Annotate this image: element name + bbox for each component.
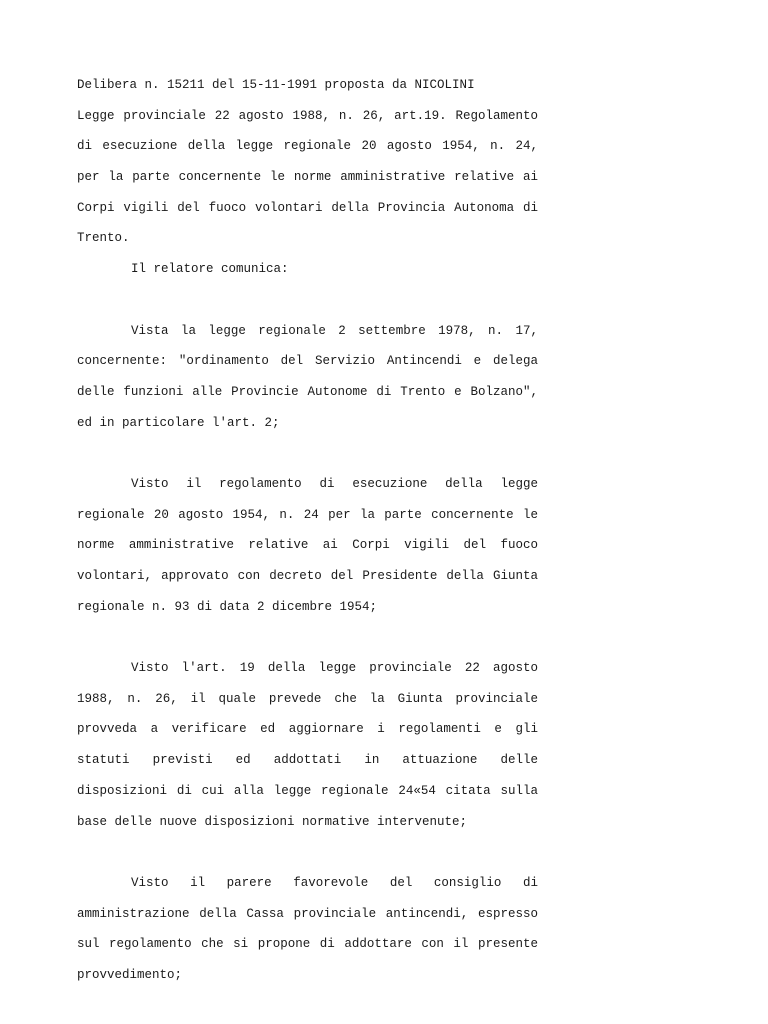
paragraph-line: delle funzioni alle Provincie Autonome di Trento e Bolzano", (77, 384, 538, 399)
paragraph-gap (77, 837, 538, 868)
paragraph-line: Visto il parere favorevole del consiglio di (131, 875, 538, 890)
paragraph-line: base delle nuove disposizioni normative intervenute; (77, 814, 468, 829)
subject-line: Legge provinciale 22 agosto 1988, n. 26, art.19. Regolamento (77, 108, 538, 123)
paragraph-line: Visto il regolamento di esecuzione della legge (131, 476, 538, 491)
subject-line: di esecuzione della legge regionale 20 agosto 1954, n. 24, (77, 139, 538, 154)
paragraph-line: 1988, n. 26, il quale prevede che la Giunta provinciale (77, 691, 538, 706)
paragraph-line: Visto l'art. 19 della legge provinciale 22 agosto (131, 661, 538, 676)
subject-line: per la parte concernente le norme amministrative relative ai (77, 170, 538, 185)
paragraph-gap (77, 285, 538, 316)
paragraph-gap (77, 622, 538, 653)
paragraph-line: provveda a verificare ed aggiornare i regolamenti e gli (77, 722, 538, 737)
document-page (77, 70, 538, 991)
paragraph-gap (77, 438, 538, 469)
paragraph-line: regionale n. 93 di data 2 dicembre 1954; (77, 599, 378, 614)
paragraph-line: volontari, approvato con decreto del Presidente della Giunta (77, 569, 538, 583)
subject-line: Trento. (77, 231, 130, 246)
paragraph-line: sul regolamento che si propone di addottare con il presente (77, 937, 538, 952)
paragraph-line: ed in particolare l'art. 2; (77, 415, 280, 430)
paragraph-line: amministrazione della Cassa provinciale antincendi, espresso (77, 906, 538, 921)
paragraph-line: norme amministrative relative ai Corpi vigili del fuoco (77, 538, 538, 553)
paragraph-line: regionale 20 agosto 1954, n. 24 per la parte concernente le (77, 507, 538, 522)
paragraph-line: provvedimento; (77, 967, 183, 982)
subject-line: Corpi vigili del fuoco volontari della Provincia Autonoma di (77, 200, 538, 215)
rapporteur-line: Il relatore comunica: (131, 262, 289, 277)
paragraph-line: disposizioni di cui alla legge regionale 24«54 citata sulla (77, 783, 538, 798)
resolution-title: Delibera n. 15211 del 15-11-1991 proposta da NICOLINI (77, 78, 475, 92)
paragraph-line: concernente: "ordinamento del Servizio Antincendi e delega (77, 354, 538, 369)
paragraph-line: statuti previsti ed addottati in attuazione delle (77, 753, 538, 768)
paragraph-line: Vista la legge regionale 2 settembre 1978, n. 17, (131, 323, 538, 338)
